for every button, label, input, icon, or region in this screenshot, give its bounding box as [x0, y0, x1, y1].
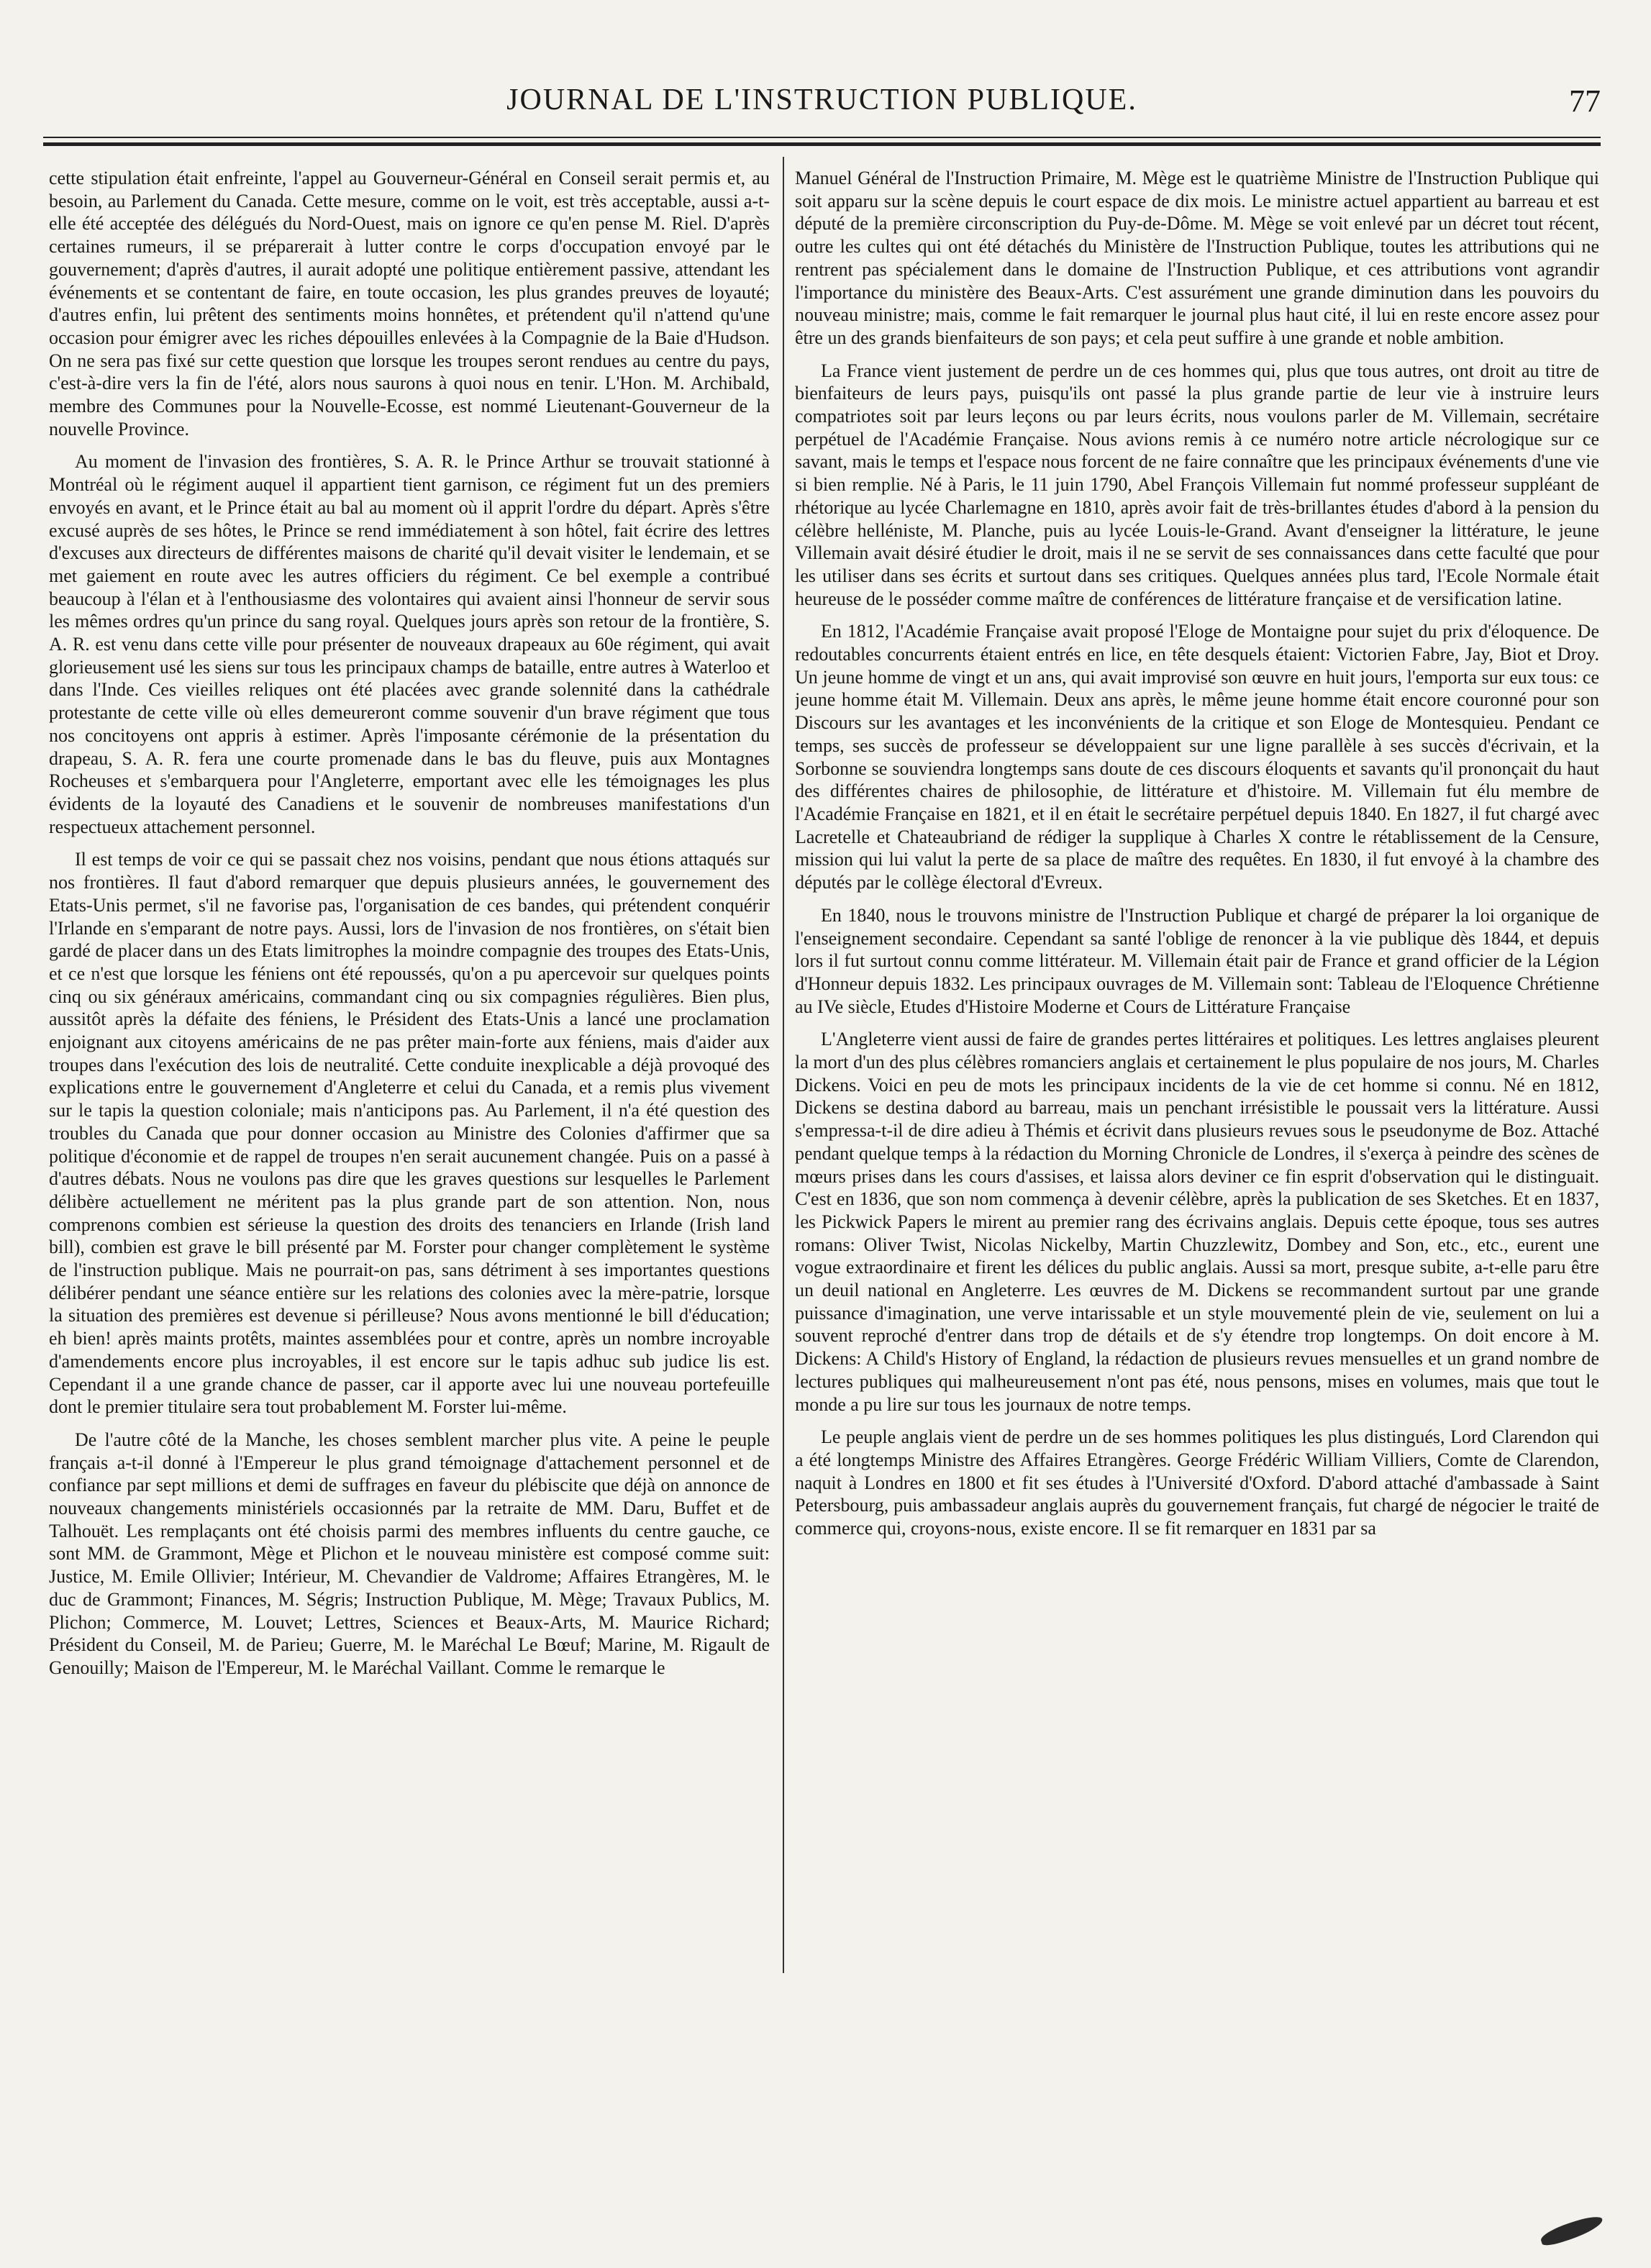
paragraph: Il est temps de voir ce qui se passait chez nos voisins, pendant que nous étions attaqués sur nos frontières. Il faut d'abord remarquer que depuis plusieurs années, le gouvernement des Etats-Unis permet, s'il ne favorise pas, l'organisation de ces bandes, qui prétendent conquérir l'Irlande en s'emparant de notre pays. Aussi, lors de l'invasion de nos frontières, on s'était bien gardé de placer dans un des Etats limitrophes la moindre compagnie des troupes des Etats-Unis, et ce n'est que lorsque les féniens ont été repoussés, qu'on a pu apercevoir sur quelques points cinq ou six généraux américains, commandant cinq ou six compagnies régulières. Bien plus, aussitôt après la défaite des féniens, le Président des Etats-Unis a lancé une proclamation enjoignant aux citoyens américains de ne pas prêter main-forte aux féniens, mais d'aider aux troupes dans l'exécution des lois de neutralité. Cette conduite inexplicable a déjà provoqué des explications entre le gouvernement d'Angleterre et celui du Canada, et a remis plus vivement sur le tapis la question coloniale; mais n'anticipons pas. Au Parlement, il n'a été question des troubles du Canada que pour donner occasion au Ministre des Colonies d'affirmer que sa politique d'économie et de rappel de troupes n'en serait aucunement changée. Puis on a passé à d'autres débats. Nous ne voulons pas dire que les graves questions sur lesquelles le Parlement délibère actuellement ne méritent pas la plus grande part de son attention. Non, nous comprenons combien est sérieuse la question des droits des tenanciers en Irlande (Irish land bill), combien est grave le bill présenté par M. Forster pour changer complètement le système de l'instruction publique. Mais ne pourrait-on pas, sans détriment à ses importantes questions délibérer pendant une séance entière sur les relations des colonies avec la mère-patrie, lorsque la situation des premières est devenue si périlleuse? Nous avons mentionné le bill d'éducation; eh bien! après maints protêts, maintes assemblées pour et contre, après un nombre incroyable d'amendements encore plus incroyables, il est encore sur le tapis adhuc sub judice lis est. Cependant il a une grande chance de passer, car il apporte avec lui une nouveau portefeuille dont le premier titulaire sera tout probablement M. Forster lui-même.	[49, 849, 770, 1418]
page-header	[43, 76, 1601, 133]
header-rule-thin	[43, 137, 1601, 138]
paragraph: L'Angleterre vient aussi de faire de grandes pertes littéraires et politiques. Les lettres anglaises pleurent la mort d'un des plus célèbres romanciers anglais et certainement le plus populaire de nos jours, M. Charles Dickens. Voici en peu de mots les principaux incidents de la vie de cet homme si connu. Né en 1812, Dickens se destina dabord au barreau, mais un penchant irrésistible le poussait vers la littérature. Aussi s'empressa-t-il de dire adieu à Thémis et écrivit dans plusieurs revues sous le pseudonyme de Boz. Attaché pendant quelque temps à la rédaction du Morning Chronicle de Londres, il s'exerça à peindre des scènes de mœurs prises dans les cours d'assises, et laissa alors deviner ce fin esprit d'observation qui le distinguait. C'est en 1836, que son nom commença à devenir célèbre, après la publication de ses Sketches. Et en 1837, les Pickwick Papers le mirent au premier rang des écrivains anglais. Depuis cette époque, tous ses autres romans: Oliver Twist, Nicolas Nickelby, Martin Chuzzlewitz, Dombey and Son, etc., etc., eurent une vogue extraordinaire et firent les délices du public anglais. Aussi sa mort, presque subite, a-t-elle paru être un deuil national en Angleterre. Les œuvres de M. Dickens se recommandent surtout par une grande puissance d'imagination, une verve intarissable et un style mouvementé plein de vie, seulement on lui a souvent reproché d'entrer dans trop de détails et de s'y étendre trop longtemps. On doit encore à M. Dickens: A Child's History of England, la rédaction de plusieurs revues mensuelles et un grand nombre de lectures publiques qui malheureusement n'ont pas été, nous pensons, mises en volumes, mais que tout le monde a pu lire sur tous les journaux de notre temps.	[795, 1029, 1599, 1415]
paragraph: Au moment de l'invasion des frontières, S. A. R. le Prince Arthur se trouvait stationné à Montréal où le régiment auquel il appartient tient garnison, ce régiment fut un des premiers envoyés en avant, et le Prince était au bal au moment où il apprit l'ordre du départ. Après s'être excusé auprès de ses hôtes, le Prince se rend immédiatement à son hôtel, fait écrire des lettres d'excuses aux directeurs de différentes maisons de charité qu'il devait visiter le lendemain, et se met gaiement en route avec les autres officiers du régiment. Ce bel exemple a contribué beaucoup à l'élan et à l'enthousiasme des volontaires qui avaient ainsi l'honneur de servir sous les mêmes ordres qu'un prince du sang royal. Quelques jours après son retour de la frontière, S. A. R. est venu dans cette ville pour présenter de nouveaux drapeaux au 60e régiment, qui avait glorieusement usé les siens sur tous les principaux champs de bataille, entre autres à Waterloo et dans l'Inde. Ces vieilles reliques ont été placées avec grande solennité dans la cathédrale protestante de cette ville où elles demeureront comme souvenir d'un brave régiment que tous nos concitoyens ont appris à estimer. Après l'imposante cérémonie de la présentation du drapeau, S. A. R. fera une courte promenade dans le bas du fleuve, puis aux Montagnes Rocheuses et s'embarquera pour l'Angleterre, emportant avec elle les témoignages les plus évidents de la loyauté des Canadiens et le souvenir de nombreuses manifestations d'un respectueux attachement personnel.	[49, 451, 770, 837]
paragraph: De l'autre côté de la Manche, les choses semblent marcher plus vite. A peine le peuple français a-t-il donné à l'Empereur le plus grand témoignage d'attachement personnel et de confiance par sept millions et demi de suffrages en faveur du plébiscite que déjà on annonce de nouveaux changements ministériels occasionnés par la retraite de MM. Daru, Buffet et de Talhouët. Les remplaçants ont été choisis parmi des membres influents du centre gauche, ce sont MM. de Grammont, Mège et Plichon et le nouveau ministère est composé comme suit: Justice, M. Emile Ollivier; Intérieur, M. Chevandier de Valdrome; Affaires Etrangères, M. le duc de Grammont; Finances, M. Ségris; Instruction Publique, M. Mège; Travaux Publics, M. Plichon; Commerce, M. Louvet; Lettres, Sciences et Beaux-Arts, M. Maurice Richard; Président du Conseil, M. de Parieu; Guerre, M. le Maréchal Le Bœuf; Marine, M. Rigault de Genouilly; Maison de l'Empereur, M. le Maréchal Vaillant. Comme le remarque le	[49, 1429, 770, 1678]
right-column	[795, 167, 1599, 2152]
paragraph: La France vient justement de perdre un de ces hommes qui, plus que tous autres, ont droit au titre de bienfaiteurs de leurs pays, puisqu'ils ont passé la plus grande partie de leur vie à instruire leurs compatriotes soit par leurs leçons ou par leurs écrits, nous voulons parler de M. Villemain, secrétaire perpétuel de l'Académie Française. Nous avions remis à ce numéro notre article nécrologique sur ce savant, mais le temps et l'espace nous forcent de ne faire connaître que les principaux événements d'une vie si bien remplie. Né à Paris, le 11 juin 1790, Abel François Villemain fut nommé professeur suppléant de rhétorique au lycée Charlemagne en 1810, après avoir fait de très-brillantes études d'abord à la pension du célèbre helléniste, M. Planche, puis au lycée Louis-le-Grand. Avant d'enseigner la littérature, le jeune Villemain avait désiré étudier le droit, mais il ne se servit de ses connaissances dans cette faculté que pour les utiliser dans ses écrits et surtout dans ses critiques. Quelques années plus tard, l'Ecole Normale était heureuse de le posséder comme maître de conférences de littérature française et de versification latine.	[795, 360, 1599, 609]
header-rule-thick	[43, 142, 1601, 146]
paragraph: cette stipulation était enfreinte, l'appel au Gouverneur-Général en Conseil serait permis et, au besoin, au Parlement du Canada. Cette mesure, comme on le voit, est très acceptable, aussi a-t-elle été acceptée des délégués du Nord-Ouest, mais on ignore ce qu'en pense M. Riel. D'après certaines rumeurs, il se préparerait à lutter contre le corps d'occupation envoyé par le gouvernement; d'après d'autres, il aurait adopté une politique entièrement passive, attendant les événements et se contentant de faire, en toute occasion, les plus grandes preuves de loyauté; d'autres enfin, lui prêtent des sentiments moins honnêtes, et prétendent qu'il n'attend qu'une occasion pour émigrer avec les riches dépouilles enlevées à la Compagnie de la Baie d'Hudson. On ne sera pas fixé sur cette question que lorsque les troupes seront rendues au centre du pays, c'est-à-dire vers la fin de l'été, alors nous saurons à quoi nous en tenir. L'Hon. M. Archibald, membre des Communes pour la Nouvelle-Ecosse, est nommé Lieutenant-Gouverneur de la nouvelle Province.	[49, 168, 770, 440]
ink-smudge	[1539, 2213, 1605, 2249]
journal-title: JOURNAL DE L'INSTRUCTION PUBLIQUE.	[506, 83, 1137, 117]
column-divider	[783, 157, 784, 1973]
page-number: 77	[1569, 83, 1601, 119]
left-column	[49, 167, 770, 2152]
paragraph: En 1840, nous le trouvons ministre de l'Instruction Publique et chargé de préparer la loi organique de l'enseignement secondaire. Cependant sa santé l'oblige de renoncer à la vie publique dès 1844, et depuis lors il fut surtout connu comme littérateur. M. Villemain était pair de France et grand officier de la Légion d'Honneur depuis 1832. Les principaux ouvrages de M. Villemain sont: Tableau de l'Eloquence Chrétienne au IVe siècle, Etudes d'Histoire Moderne et Cours de Littérature Française	[795, 904, 1599, 1017]
paragraph: En 1812, l'Académie Française avait proposé l'Eloge de Montaigne pour sujet du prix d'éloquence. De redoutables concurrents étaient entrés en lice, en tête desquels étaient: Victorien Fabre, Jay, Biot et Droy. Un jeune homme de vingt et un ans, qui avait improvisé son œuvre en huit jours, l'emporta sur eux tous: ce jeune homme était M. Villemain. Deux ans après, le même jeune homme était encore couronné pour son Discours sur les avantages et les inconvénients de la critique et son Eloge de Montesquieu. Pendant ce temps, ses succès de professeur se développaient sur une ligne parallèle à ses succès d'écrivain, et la Sorbonne se souviendra longtemps sans doute de ces discours éloquents et savants qu'il prononçait du haut des différentes chaires de philosophie, de littérature et d'histoire. M. Villemain fut élu membre de l'Académie Française en 1821, et il en était le secrétaire perpétuel depuis 1840. En 1827, il fut chargé avec Lacretelle et Chateaubriand de rédiger la supplique à Charles X contre le rétablissement de la Censure, mission qui lui valut la perte de sa place de maître des requêtes. En 1830, il fut envoyé à la chambre des députés par le collège électoral d'Evreux.	[795, 621, 1599, 893]
paragraph: Le peuple anglais vient de perdre un de ses hommes politiques les plus distingués, Lord Clarendon qui a été longtemps Ministre des Affaires Etrangères. George Frédéric William Villiers, Comte de Clarendon, naquit à Londres en 1800 et fit ses études à l'Université d'Oxford. D'abord attaché d'ambassade à Saint Petersbourg, puis ambassadeur anglais auprès du gouvernement français, fut chargé de négocier le traité de commerce qui, croyons-nous, existe encore. Il se fit remarquer en 1831 par sa	[795, 1426, 1599, 1539]
paragraph: Manuel Général de l'Instruction Primaire, M. Mège est le quatrième Ministre de l'Instruction Publique qui soit apparu sur la scène depuis le court espace de dix mois. Le ministre actuel appartient au barreau et est député de la première circonscription du Puy-de-Dôme. M. Mège se voit enlevé par un décret tout récent, outre les cultes qui ont été détachés du Ministère de l'Instruction Publique, toutes les attributions qui ne rentrent pas spécialement dans le domaine de l'Instruction Publique, et ces attributions vont agrandir l'importance du ministère des Beaux-Arts. C'est assurément une grande diminution dans les pouvoirs du nouveau ministre; mais, comme le fait remarquer le journal plus haut cité, il lui en reste encore assez pour être un des grands bienfaiteurs de son pays; et cela peut suffire à une grande et noble ambition.	[795, 168, 1599, 348]
